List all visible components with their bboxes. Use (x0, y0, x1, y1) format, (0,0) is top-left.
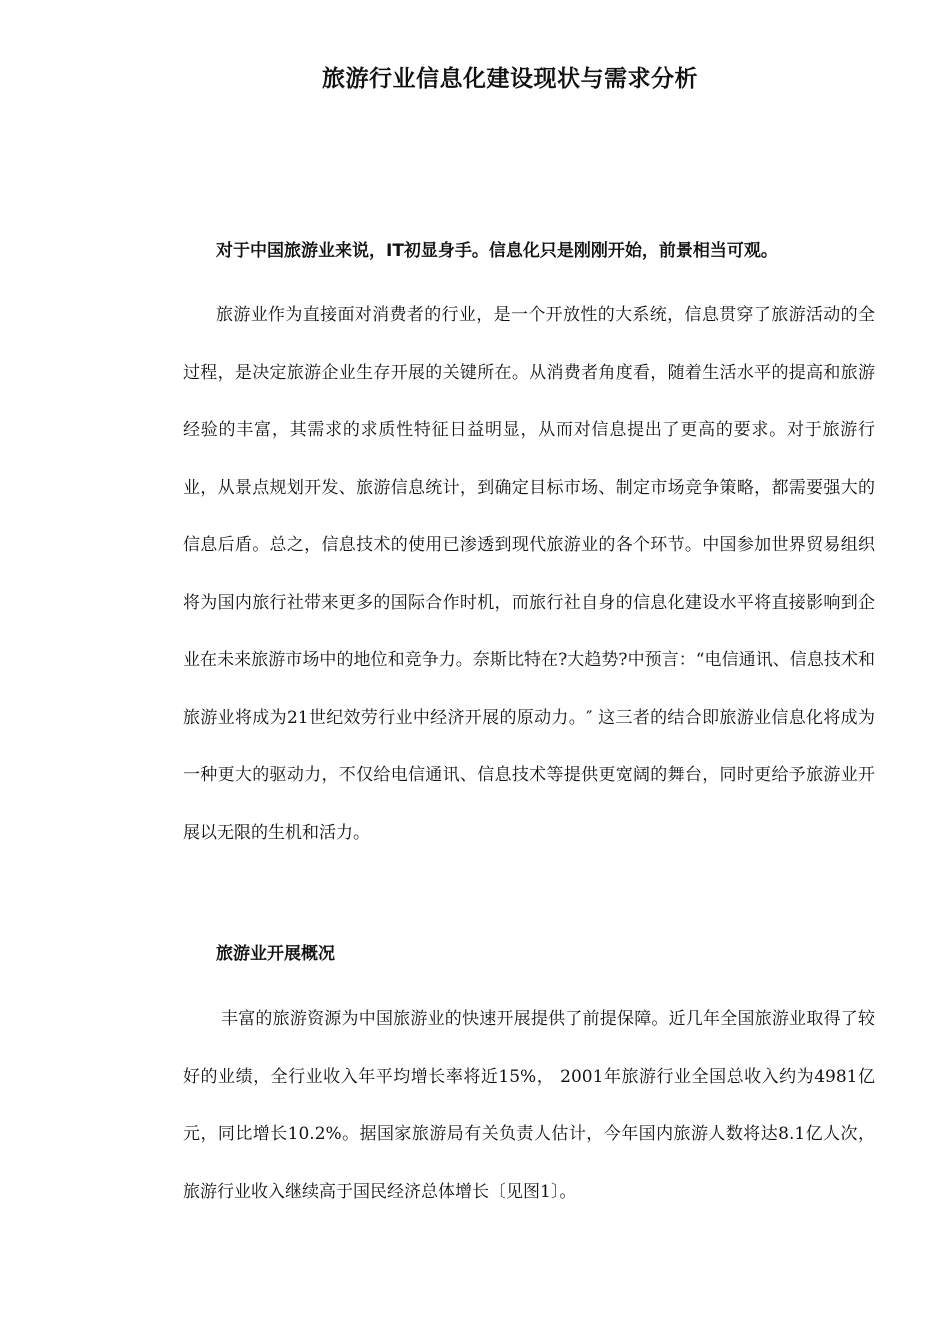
body-paragraph-1: 旅游业作为直接面对消费者的行业，是一个开放性的大系统，信息贯穿了旅游活动的全过程，是决定旅游企业生存开展的关键所在。从消费者角度看，随着生活水平的提高和旅游经验的丰富，其需求的求质性特征日益明显，从而对信息提出了更高的要求。对于旅游行业，从景点规划开发、旅游信息统计，到确定目标市场、制定市场竞争策略，都需要强大的信息后盾。总之，信息技术的使用已渗透到现代旅游业的各个环节。中国参加世界贸易组织将为国内旅行社带来更多的国际合作时机，而旅行社自身的信息化建设水平将直接影响到企业在未来旅游市场中的地位和竞争力。奈斯比特在?大趋势?中预言：“电信通讯、信息技术和旅游业将成为21世纪效劳行业中经济开展的原动力。″ 这三者的结合即旅游业信息化将成为一种更大的驱动力，不仅给电信通讯、信息技术等提供更宽阔的舞台，同时更给予旅游业开展以无限的生机和活力。 (183, 305, 875, 843)
document-title: 旅游行业信息化建设现状与需求分析 (322, 66, 698, 92)
section-heading: 旅游业开展概况 (216, 944, 335, 964)
body-paragraph-2: 丰富的旅游资源为中国旅游业的快速开展提供了前提保障。近几年全国旅游业取得了较好的业绩，全行业收入年平均增长率将近15%， 2001年旅游行业全国总收入约为4981亿元，同比增长10.2%。据国家旅游局有关负责人估计，今年国内旅游人数将达8.1亿人次，旅游行业收入继续高于国民经济总体增长〔见图1〕。 (183, 1009, 875, 1202)
lead-statement: 对于中国旅游业来说，IT初显身手。信息化只是刚刚开始，前景相当可观。 (216, 241, 778, 261)
